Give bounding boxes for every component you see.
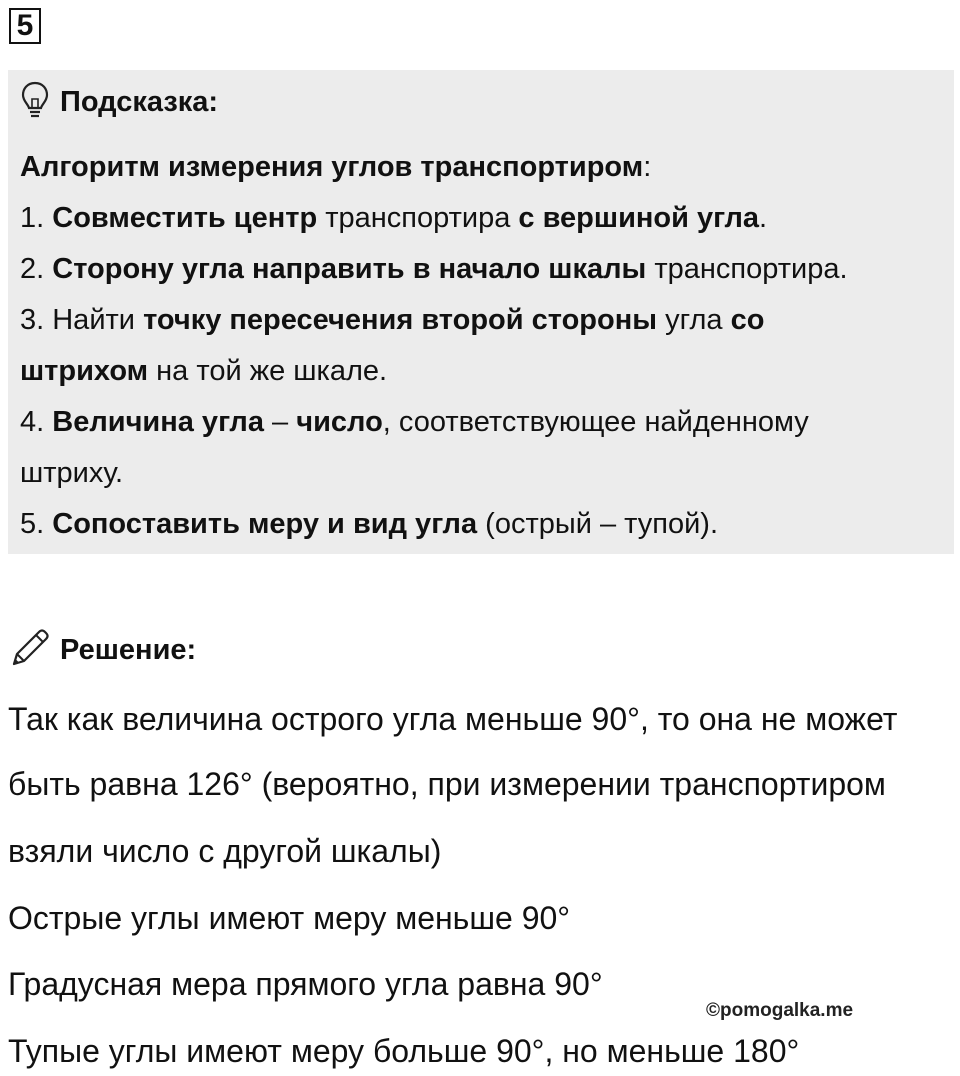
hint-text-bold: точку пересечения второй стороны [143,304,658,336]
hint-text: 3. Найти [20,304,144,336]
hint-text: штриху. [20,457,124,489]
hint-line [20,142,946,193]
hint-text: – [263,406,297,438]
hint-text-bold: Сопоставить меру и вид угла [52,508,478,540]
copyright-text: ©pomogalka.me [706,1000,854,1021]
solution-title: Решение: [60,633,197,666]
solution-line: Острые углы имеют меру меньше 90° [8,900,571,936]
hint-text-bold: Совместить центр [52,202,318,234]
hint-text: 4. [20,406,53,438]
hint-text: 5. [20,508,53,540]
hint-text: на той же шкале. [148,355,388,387]
hint-text-bold: с вершиной угла [518,202,760,234]
hint-text: . [759,202,768,234]
hint-text-bold: Сторону угла направить в начало шкалы [52,253,647,285]
hint-text: 1. [20,202,53,234]
hint-box [8,70,954,554]
hint-text: транспортира. [646,253,848,285]
solution-line: взяли число с другой шкалы) [8,833,442,869]
hint-title: Подсказка: [60,85,219,118]
hint-line [20,193,946,244]
hint-algorithm [20,142,946,550]
hint-header [20,80,218,124]
hint-line [20,397,946,448]
hint-text: : [643,151,652,183]
solution-line: Градусная мера прямого угла равна 90° [8,966,603,1002]
hint-text: транспортира [317,202,519,234]
hint-line [20,448,946,499]
hint-text: (острый – тупой). [477,508,719,540]
solution-header [8,624,196,676]
hint-text: 2. [20,253,53,285]
hint-line [20,295,946,346]
hint-text-bold: число [296,406,383,438]
hint-text-bold: со [730,304,765,336]
hint-text: , соответствующее найденному [382,406,809,438]
hint-line [20,346,946,397]
hint-text-bold: Алгоритм измерения углов транспортиром [20,151,644,183]
hint-line [20,244,946,295]
pencil-icon [8,626,52,675]
lightbulb-icon [20,80,50,125]
solution-line: Так как величина острого угла меньше 90°, то она не может [8,701,898,737]
solution-line: Тупые углы имеют меру больше 90°, но меньше 180° [8,1033,800,1069]
solution-line: быть равна 126° (вероятно, при измерении транспортиром [8,766,886,802]
hint-text-bold: штрихом [20,355,149,387]
task-number: 5 [9,8,41,44]
hint-line [20,499,946,550]
hint-text-bold: Величина угла [52,406,264,438]
hint-text: угла [657,304,731,336]
